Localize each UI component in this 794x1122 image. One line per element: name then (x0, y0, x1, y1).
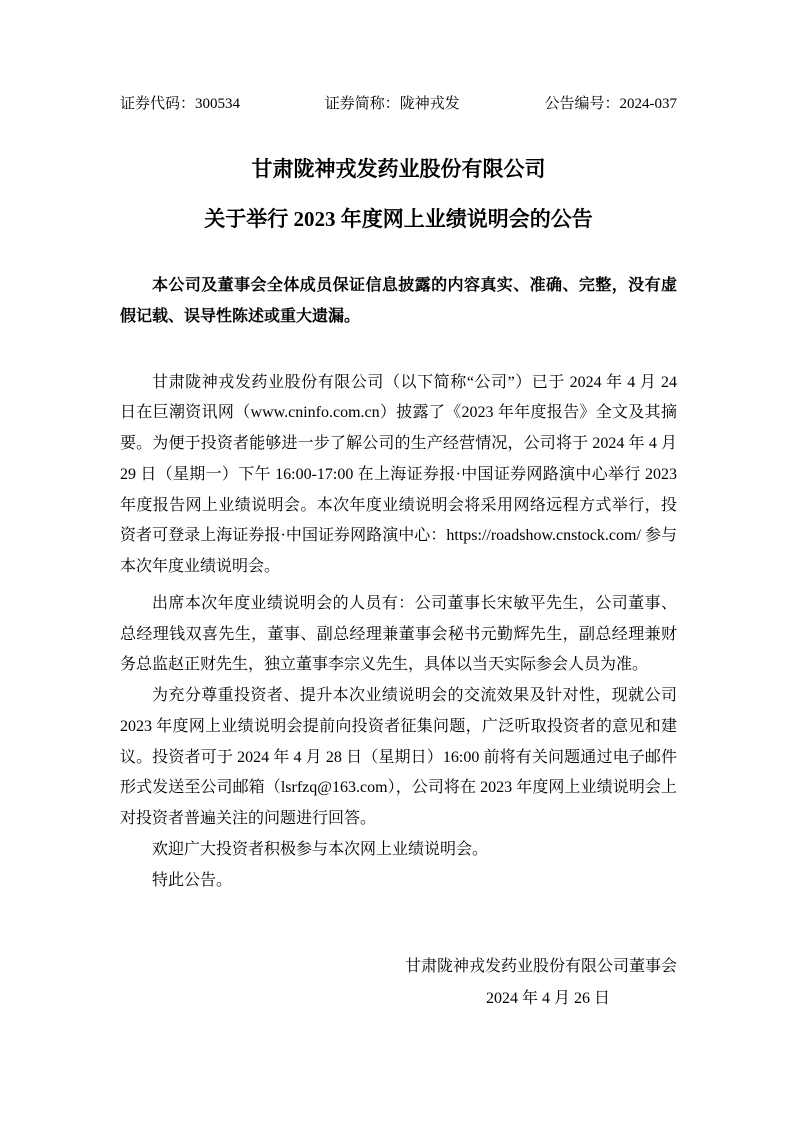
body-paragraph: 甘肃陇神戎发药业股份有限公司（以下简称“公司”）已于 2024 年 4 月 24 日在巨潮资讯网（www.cninfo.com.cn）披露了《2023 年年度报告》全文及其摘要。为便于投资者能够进一步了解公司的生产经营情况，公司将于 2024 年 4 月 29 日（星期一）下午 16:00-17:00 在上海证券报·中国证券网路演中心举行 2023 年度报告网上业绩说明会。本次年度业绩说明会将采用网络远程方式举行，投资者可登录上海证券报·中国证券网路演中心：https://roadshow.cnstock.com/ 参与本次年度业绩说明会。 (120, 373, 677, 575)
company-title: 甘肃陇神戎发药业股份有限公司 (251, 157, 546, 181)
signature-block (120, 951, 677, 1015)
body-paragraph: 为充分尊重投资者、提升本次业绩说明会的交流效果及针对性，现就公司 2023 年度网上业绩说明会提前向投资者征集问题，广泛听取投资者的意见和建议。投资者可于 2024 年 4 月 28 日（星期日）16:00 前将有关问题通过电子邮件形式发送至公司邮箱（lsrfzq@163.com），公司将在 2023 年度网上业绩说明会上对投资者普遍关注的问题进行回答。 (120, 687, 677, 827)
document-body (120, 368, 677, 897)
stock-short-name: 证券简称：陇神戎发 (324, 96, 460, 112)
stock-code: 证券代码：300534 (120, 96, 241, 112)
title-block (120, 144, 677, 244)
disclaimer-statement: 本公司及董事会全体成员保证信息披露的内容真实、准确、完整，没有虚假记载、误导性陈述或重大遗漏。 (120, 277, 677, 325)
signature-company: 甘肃陇神戎发药业股份有限公司董事会 (404, 958, 677, 976)
announcement-number: 公告编号：2024-037 (544, 96, 677, 112)
document-header (120, 93, 677, 115)
body-paragraph: 出席本次年度业绩说明会的人员有：公司董事长宋敏平先生，公司董事、总经理钱双喜先生，董事、副总经理兼董事会秘书元勤辉先生，副总经理兼财务总监赵正财先生，独立董事李宗义先生，具体以当天实际参会人员为准。 (120, 594, 677, 674)
body-paragraph: 欢迎广大投资者积极参与本次网上业绩说明会。 (152, 840, 489, 858)
signature-date: 2024 年 4 月 26 日 (485, 990, 610, 1008)
announcement-title: 关于举行 2023 年度网上业绩说明会的公告 (204, 207, 593, 231)
body-paragraph: 特此公告。 (152, 871, 233, 889)
